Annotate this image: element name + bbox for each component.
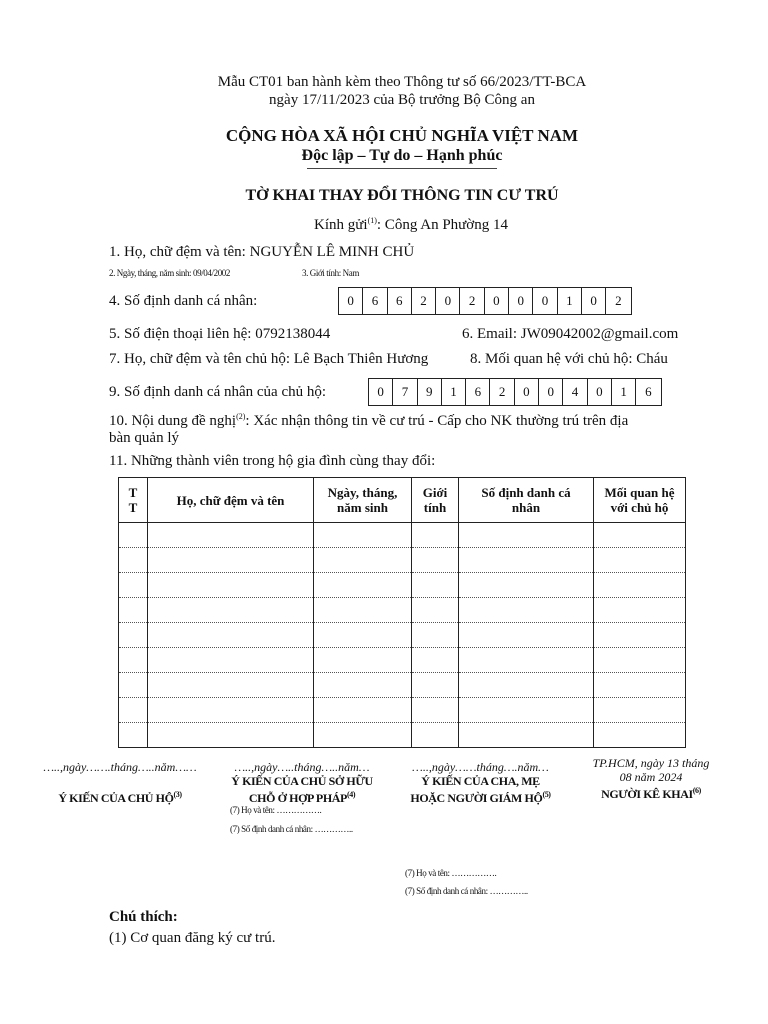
table-cell xyxy=(314,673,412,698)
digit-box: 0 xyxy=(588,379,612,405)
table-cell xyxy=(594,598,686,623)
table-cell xyxy=(594,698,686,723)
table-cell xyxy=(412,598,459,623)
table-cell xyxy=(459,698,594,723)
table-cell xyxy=(148,723,314,748)
field-relationship: 8. Mối quan hệ với chủ hộ: Cháu xyxy=(470,351,668,367)
members-table-header xyxy=(119,478,686,523)
table-cell xyxy=(594,723,686,748)
members-table xyxy=(118,477,686,748)
table-cell xyxy=(459,573,594,598)
table-cell xyxy=(459,623,594,648)
note-1: (1) Cơ quan đăng ký cư trú. xyxy=(109,930,276,946)
table-row xyxy=(119,648,686,673)
signature-household-head xyxy=(40,760,200,805)
table-cell xyxy=(459,648,594,673)
table-cell xyxy=(314,698,412,723)
digit-box: 1 xyxy=(612,379,636,405)
field-request-line1: : Xác nhận thông tin về cư trú - Cấp cho NK thường trú trên địa xyxy=(245,413,629,429)
signature-guardian-title1: Ý KIẾN CỦA CHA, MẸ xyxy=(421,774,540,788)
table-cell xyxy=(459,598,594,623)
digit-box: 0 xyxy=(533,288,557,314)
table-row xyxy=(119,673,686,698)
signature-household-head-date: …..,ngày…….tháng…..năm…… xyxy=(43,760,197,774)
digit-box: 1 xyxy=(558,288,582,314)
field-request-label: 10. Nội dung đề nghị xyxy=(109,413,237,429)
col-header-name: Họ, chữ đệm và tên xyxy=(148,478,314,523)
table-cell xyxy=(119,598,148,623)
field-personal-id-label: 4. Số định danh cá nhân: xyxy=(109,293,258,309)
field-full-name xyxy=(109,244,414,261)
digit-box: 0 xyxy=(509,288,533,314)
table-row xyxy=(119,548,686,573)
table-cell xyxy=(412,573,459,598)
field-household-id-label: 9. Số định danh cá nhân của chủ hộ: xyxy=(109,384,327,400)
field-request-content xyxy=(109,412,628,430)
form-title: TỜ KHAI THAY ĐỔI THÔNG TIN CƯ TRÚ xyxy=(245,187,559,204)
table-cell xyxy=(412,523,459,548)
field-gender: 3. Giới tính: Nam xyxy=(302,268,359,278)
table-cell xyxy=(412,698,459,723)
field-request-note: (2) xyxy=(236,412,246,421)
recipient-line xyxy=(314,216,508,234)
household-id-digit-boxes xyxy=(368,378,662,406)
national-motto: Độc lập – Tự do – Hạnh phúc xyxy=(301,147,503,164)
table-cell xyxy=(119,698,148,723)
digit-box: 0 xyxy=(485,288,509,314)
field-full-name-label: 1. Họ, chữ đệm và tên: xyxy=(109,244,250,260)
digit-box: 0 xyxy=(436,288,460,314)
table-cell xyxy=(119,523,148,548)
digit-box: 0 xyxy=(582,288,606,314)
digit-box: 2 xyxy=(412,288,436,314)
table-cell xyxy=(119,623,148,648)
signature-declarant-title: NGƯỜI KÊ KHAI$^{(6)}$ xyxy=(601,786,701,801)
recipient-prefix: Kính gửi xyxy=(314,217,368,233)
table-cell xyxy=(119,573,148,598)
signature-owner-title2: CHỖ Ở HỢP PHÁP$^{(4)}$ xyxy=(248,790,356,805)
field-email: 6. Email: JW09042002@gmail.com xyxy=(462,326,679,342)
col-header-gender: Giới tính xyxy=(412,478,459,523)
digit-box: 7 xyxy=(393,379,417,405)
country-name: CỘNG HÒA XÃ HỘI CHỦ NGHĨA VIỆT NAM xyxy=(225,126,579,145)
digit-box: 6 xyxy=(363,288,387,314)
table-cell xyxy=(119,548,148,573)
table-cell xyxy=(412,623,459,648)
digit-box: 6 xyxy=(388,288,412,314)
digit-box: 1 xyxy=(442,379,466,405)
table-cell xyxy=(148,698,314,723)
table-cell xyxy=(148,573,314,598)
col-header-personal-id: Số định danh cá nhân xyxy=(459,478,594,523)
signature-owner-title1: Ý KIẾN CỦA CHỦ SỞ HỮU xyxy=(231,774,373,788)
digit-box: 0 xyxy=(515,379,539,405)
table-row xyxy=(119,523,686,548)
signature-owner-id: (7) Số định danh cá nhân: ………….. xyxy=(230,824,353,834)
form-reference-line2: ngày 17/11/2023 của Bộ trưởng Bộ Công an xyxy=(269,92,535,108)
signature-declarant-date2: 08 năm 2024 xyxy=(619,770,683,784)
form-reference-line1: Mẫu CT01 ban hành kèm theo Thông tư số 66/2023/TT-BCA xyxy=(217,74,587,90)
signature-owner-date: …..,ngày…..tháng…..năm… xyxy=(234,760,370,774)
field-phone: 5. Số điện thoại liên hệ: 0792138044 xyxy=(109,326,331,342)
table-cell xyxy=(459,673,594,698)
digit-box: 2 xyxy=(615,293,622,308)
table-cell xyxy=(412,648,459,673)
table-row xyxy=(119,573,686,598)
field-request-line2: bàn quản lý xyxy=(109,430,179,446)
table-cell xyxy=(148,598,314,623)
table-cell xyxy=(314,548,412,573)
signature-guardian-name: (7) Họ và tên: ……………. xyxy=(405,868,497,878)
digit-box: 0 xyxy=(369,379,393,405)
signature-household-head-title: Ý KIẾN CỦA CHỦ HỘ$^{(3)}$ xyxy=(58,790,182,805)
table-cell xyxy=(148,548,314,573)
digit-box: 0 xyxy=(539,379,563,405)
col-header-index: T T xyxy=(119,478,148,523)
digit-box: 6 xyxy=(466,379,490,405)
col-header-relationship: Mối quan hệ với chủ hộ xyxy=(594,478,686,523)
field-birthdate: 2. Ngày, tháng, năm sinh: 09/04/2002 xyxy=(109,268,231,278)
table-cell xyxy=(412,673,459,698)
col-header-birthdate: Ngày, tháng, năm sinh xyxy=(314,478,412,523)
table-cell xyxy=(148,623,314,648)
table-cell xyxy=(594,623,686,648)
table-row xyxy=(119,698,686,723)
table-cell xyxy=(314,573,412,598)
table-cell xyxy=(412,548,459,573)
recipient-note: (1) xyxy=(367,216,377,225)
digit-box: 6 xyxy=(645,384,652,399)
signature-declarant xyxy=(572,756,730,801)
signature-owner-name: (7) Họ và tên: ……………. xyxy=(230,805,322,815)
digit-box: 0 xyxy=(339,288,363,314)
table-cell xyxy=(459,723,594,748)
table-cell xyxy=(119,673,148,698)
table-row xyxy=(119,623,686,648)
digit-box: 4 xyxy=(563,379,587,405)
signature-guardian-date: …..,ngày……tháng….năm… xyxy=(412,760,549,774)
table-cell xyxy=(594,673,686,698)
table-cell xyxy=(459,548,594,573)
digit-box: 9 xyxy=(418,379,442,405)
signature-guardian-id: (7) Số định danh cá nhân: ………….. xyxy=(405,886,528,896)
notes-heading: Chú thích: xyxy=(109,909,178,925)
table-cell xyxy=(412,723,459,748)
table-cell xyxy=(594,523,686,548)
table-cell xyxy=(148,523,314,548)
table-cell xyxy=(314,723,412,748)
digit-box: 2 xyxy=(490,379,514,405)
field-household-head: 7. Họ, chữ đệm và tên chủ hộ: Lê Bạch Thiên Hương xyxy=(109,351,429,367)
recipient-value: : Công An Phường 14 xyxy=(376,217,508,233)
table-cell xyxy=(148,648,314,673)
table-cell xyxy=(314,598,412,623)
table-row xyxy=(119,598,686,623)
table-cell xyxy=(314,623,412,648)
table-cell xyxy=(594,548,686,573)
table-cell xyxy=(314,648,412,673)
field-members-heading: 11. Những thành viên trong hộ gia đình cùng thay đổi: xyxy=(109,453,436,469)
table-cell xyxy=(119,723,148,748)
signature-guardian xyxy=(398,760,563,805)
table-cell xyxy=(594,573,686,598)
table-cell xyxy=(594,648,686,673)
signature-guardian-title2: HOẶC NGƯỜI GIÁM HỘ$^{(5)}$ xyxy=(410,790,551,805)
motto-underline xyxy=(307,168,497,169)
field-full-name-value: NGUYỄN LÊ MINH CHỦ xyxy=(249,244,415,260)
personal-id-digit-boxes xyxy=(338,287,632,315)
table-cell xyxy=(459,523,594,548)
table-cell xyxy=(119,648,148,673)
digit-box: 2 xyxy=(460,288,484,314)
table-cell xyxy=(314,523,412,548)
signature-owner xyxy=(222,760,382,805)
table-row xyxy=(119,723,686,748)
table-cell xyxy=(148,673,314,698)
signature-declarant-date1: TP.HCM, ngày 13 tháng xyxy=(592,756,710,770)
